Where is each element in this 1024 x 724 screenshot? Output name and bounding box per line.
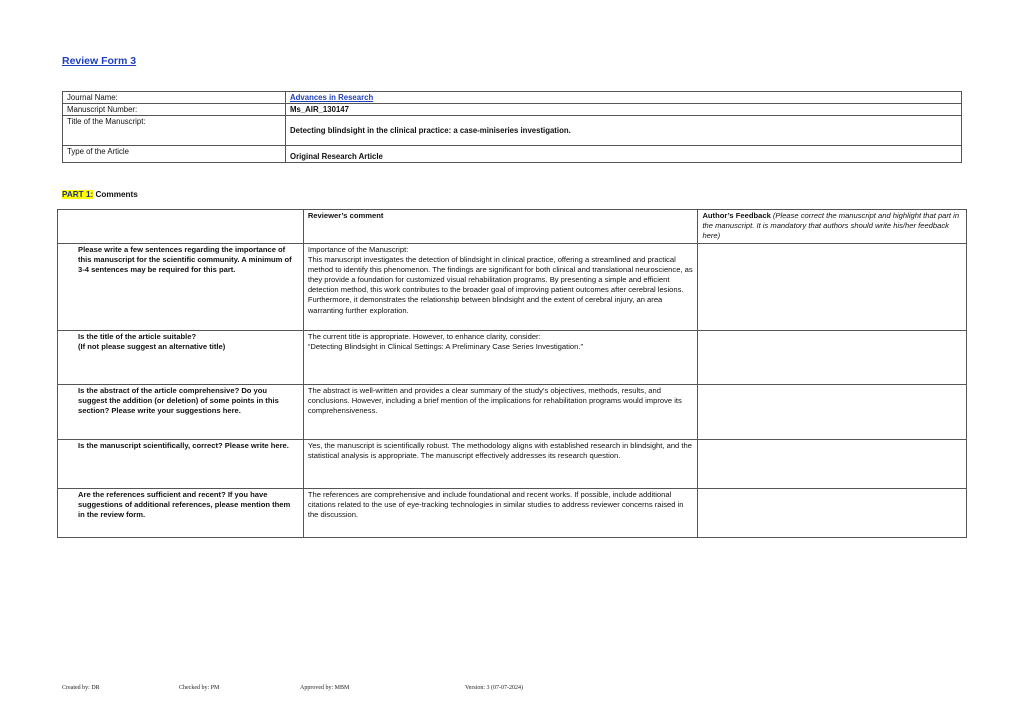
question-cell: Is the manuscript scientifically, correct? Please write here. [58, 439, 304, 488]
footer-checked-by: Checked by: PM [179, 685, 220, 691]
manuscript-number-row [63, 104, 962, 116]
reviewer-comment-cell: The current title is appropriate. However, to enhance clarity, consider: “Detecting Blindsight in Clinical Settings: A Preliminary Case Series Investigation.” [303, 330, 698, 384]
header-empty-cell [58, 210, 304, 244]
journal-link[interactable]: Advances in Research [290, 93, 374, 102]
question-cell: Are the references sufficient and recent? If you have suggestions of additional references, please mention them in the review form. [58, 488, 304, 537]
part-heading [62, 190, 138, 199]
journal-row [63, 92, 962, 104]
article-type-label: Type of the Article [63, 146, 286, 163]
comment-row-title [58, 330, 967, 384]
comment-row-scientific [58, 439, 967, 488]
author-feedback-cell[interactable] [698, 488, 967, 537]
article-type-value: Original Research Article [286, 146, 962, 163]
reviewer-comment-cell: The references are comprehensive and include foundational and recent works. If possible, include additional citations related to the use of eye-tracking technologies in similar studies to address reviewer concerns raised in the discussion. [303, 488, 698, 537]
part-title: Comments [93, 190, 138, 199]
journal-label: Journal Name: [63, 92, 286, 104]
reviewer-comment-cell: Importance of the Manuscript: This manuscript investigates the detection of blindsight in clinical practice, offering a streamlined and practical method to identify this phenomenon. The findings are significant for both clinical and translational neuroscience, as they provide a foundation for customized visual rehabilitation programs. By presenting a simple and efficient detection method, this work contributes to the broader goal of improving patient outcomes after cerebral lesions. Furthermore, it demonstrates the relationship between blindsight and the extent of cerebral injury, an area warranting further exploration. [303, 243, 698, 330]
comment-row-references [58, 488, 967, 537]
comment-row-importance [58, 243, 967, 330]
header-reviewer-comment: Reviewer’s comment [303, 210, 698, 244]
author-feedback-cell[interactable] [698, 243, 967, 330]
manuscript-title-label: Title of the Manuscript: [63, 116, 286, 146]
comments-table [57, 209, 967, 538]
manuscript-title-value: Detecting blindsight in the clinical practice: a case-miniseries investigation. [286, 116, 962, 146]
manuscript-number-value: Ms_AIR_130147 [286, 104, 962, 116]
comment-row-abstract [58, 384, 967, 439]
question-cell: Is the title of the article suitable? (If not please suggest an alternative title) [58, 330, 304, 384]
manuscript-title-row [63, 116, 962, 146]
author-feedback-instruction: (Please correct the manuscript and highlight that part in the manuscript. It is mandatory that authors should write his/her feedback here) [702, 211, 960, 241]
form-title: Review Form 3 [62, 55, 137, 67]
author-feedback-title: Author’s Feedback [702, 211, 771, 220]
footer-created-by: Created by: DR [62, 685, 100, 691]
manuscript-info-table [62, 91, 962, 163]
question-cell: Please write a few sentences regarding the importance of this manuscript for the scientific community. A minimum of 3-4 sentences may be required for this part. [58, 243, 304, 330]
author-feedback-cell[interactable] [698, 330, 967, 384]
footer-approved-by: Approved by: MBM [300, 685, 350, 691]
reviewer-comment-cell: Yes, the manuscript is scientifically robust. The methodology aligns with established research in blindsight, and the statistical analysis is appropriate. The manuscript effectively addresses its research question. [303, 439, 698, 488]
reviewer-comment-cell: The abstract is well-written and provides a clear summary of the study’s objectives, methods, results, and conclusions. However, including a brief mention of the implications for rehabilitation programs would improve its comprehensiveness. [303, 384, 698, 439]
author-feedback-cell[interactable] [698, 384, 967, 439]
author-feedback-cell[interactable] [698, 439, 967, 488]
question-cell: Is the abstract of the article comprehensive? Do you suggest the addition (or deletion) of some points in this section? Please write your suggestions here. [58, 384, 304, 439]
article-type-row [63, 146, 962, 163]
footer-version: Version: 3 (07-07-2024) [465, 685, 523, 691]
part-label: PART 1: [62, 190, 94, 199]
manuscript-number-label: Manuscript Number: [63, 104, 286, 116]
journal-value-cell [286, 92, 962, 104]
comments-header-row [58, 210, 967, 244]
header-author-feedback [698, 210, 967, 244]
